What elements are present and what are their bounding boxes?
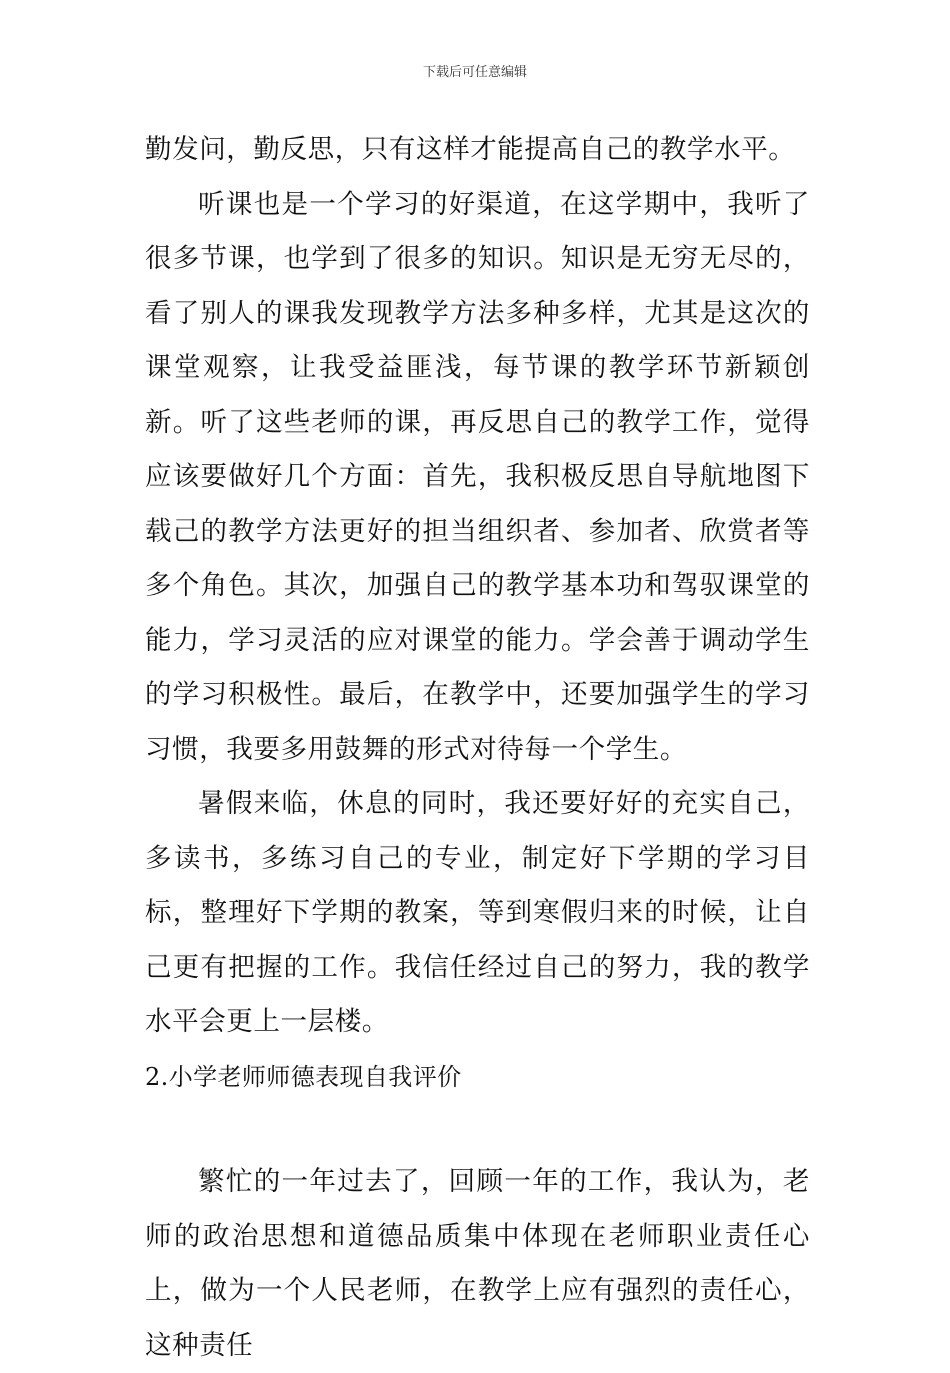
paragraph-listening-classes: 听课也是一个学习的好渠道，在这学期中，我听了很多节课，也学到了很多的知识。知识是无穷无尽的，看了别人的课我发现教学方法多种多样，尤其是这次的课堂观察，让我受益匪浅，每节课的教学环节新颖创新。听了这些老师的课，再反思自己的教学工作，觉得应该要做好几个方面：首先，我积极反思自导航地图下载己的教学方法更好的担当组织者、参加者、欣赏者等多个角色。其次，加强自己的教学基本功和驾驭课堂的能力，学习灵活的应对课堂的能力。学会善于调动学生的学习积极性。最后，在教学中，还要加强学生的学习习惯，我要多用鼓舞的形式对待每一个学生。 <box>145 188 810 765</box>
paragraph-continuation: 勤发问，勤反思，只有这样才能提高自己的教学水平。 <box>145 134 796 165</box>
section-spacer <box>145 1104 810 1155</box>
section-heading: 2.小学老师师德表现自我评价 <box>145 1062 462 1091</box>
paragraph-summer-plans: 暑假来临，休息的同时，我还要好好的充实自己，多读书，多练习自己的专业，制定好下学期的学习目标，整理好下学期的教案，等到寒假归来的时候，让自己更有把握的工作。我信任经过自己的努力，我的教学水平会更上一层楼。 <box>145 788 810 1037</box>
paragraph-self-evaluation: 繁忙的一年过去了，回顾一年的工作，我认为，老师的政治思想和道德品质集中体现在老师职业责任心上，做为一个人民老师，在教学上应有强烈的责任心，这种责任 <box>145 1166 810 1361</box>
page-header: 下载后可任意编辑 <box>422 65 527 80</box>
document-body <box>145 123 810 1373</box>
